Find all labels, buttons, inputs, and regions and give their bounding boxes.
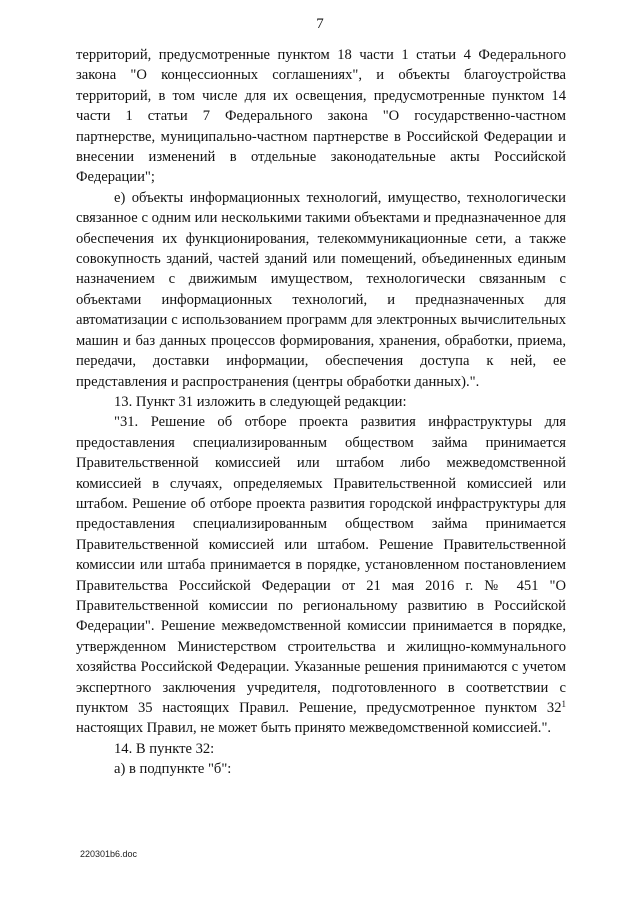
paragraph-item-13: 13. Пункт 31 изложить в следующей редакции: [114,393,407,410]
paragraph-continuation: территорий, предусмотренные пунктом 18 части 1 статьи 4 Федерального закона "О концессионных соглашениях", и объекты благоустройства территорий, в том числе для их освещения, предусмотренные пунктом 14 части 1 статьи 7 Федерального закона "О государственно-частном партнерстве, муниципально-частном партнерстве в Российской Федерации и внесении изменений в отдельные законодательные акты Российской Федерации"; [76,47,566,186]
document-body [76,45,566,780]
point-31-text: "31. Решение об отборе проекта развития инфраструктуры для предоставления специализированным обществом займа принимается Правительственной комиссией или штабом либо межведомственной комиссией в случаях, определяемых Правительственной комиссией или штабом. Решение об отборе проекта развития городской инфраструктуры для предоставления специализированным обществом займа принимается Правительственной комиссией или штабом. Решение Правительственной комиссии или штаба принимается в порядке, установленном постановлением Правительства Российской Федерации от 21 мая 2016 г. № 451 "О Правительственной комиссии по региональному развитию в Российской Федерации". Решение межведомственной комиссии принимается в порядке, утвержденном Министерством строительства и жилищно-коммунального хозяйства Российской Федерации. Указанные решения принимаются с учетом экспертного заключения учредителя, подготовленного в соответствии с пунктом 35 настоящих Правил. Решение, предусмотренное пунктом 32 [76,414,566,716]
paragraph-item-14: 14. В пункте 32: [114,740,215,757]
footer-file-name: 220301b6.doc [80,849,138,859]
page-number: 7 [316,16,324,32]
superscript-index: 1 [561,699,566,709]
point-31-text-tail: настоящих Правил, не может быть принято межведомственной комиссией.". [76,720,552,737]
paragraph-subitem-a: а) в подпункте "б": [114,761,232,778]
paragraph-item-e: е) объекты информационных технологий, имущество, технологически связанное с одним или несколькими такими объектами и предназначенное для обеспечения их функционирования, телекоммуникационные сети, а также совокупность зданий, частей зданий или помещений, объединенных единым назначением с движимым имуществом, технологически связанным с объектами информационных технологий, и предназначенных для автоматизации с использованием программ для электронных вычислительных машин и баз данных процессов формирования, хранения, обработки, приема, передачи, доставки информации, обеспечения доступа к ней, ее представления и распространения (центры обработки данных).". [76,189,566,390]
paragraph-point-31 [76,412,566,739]
